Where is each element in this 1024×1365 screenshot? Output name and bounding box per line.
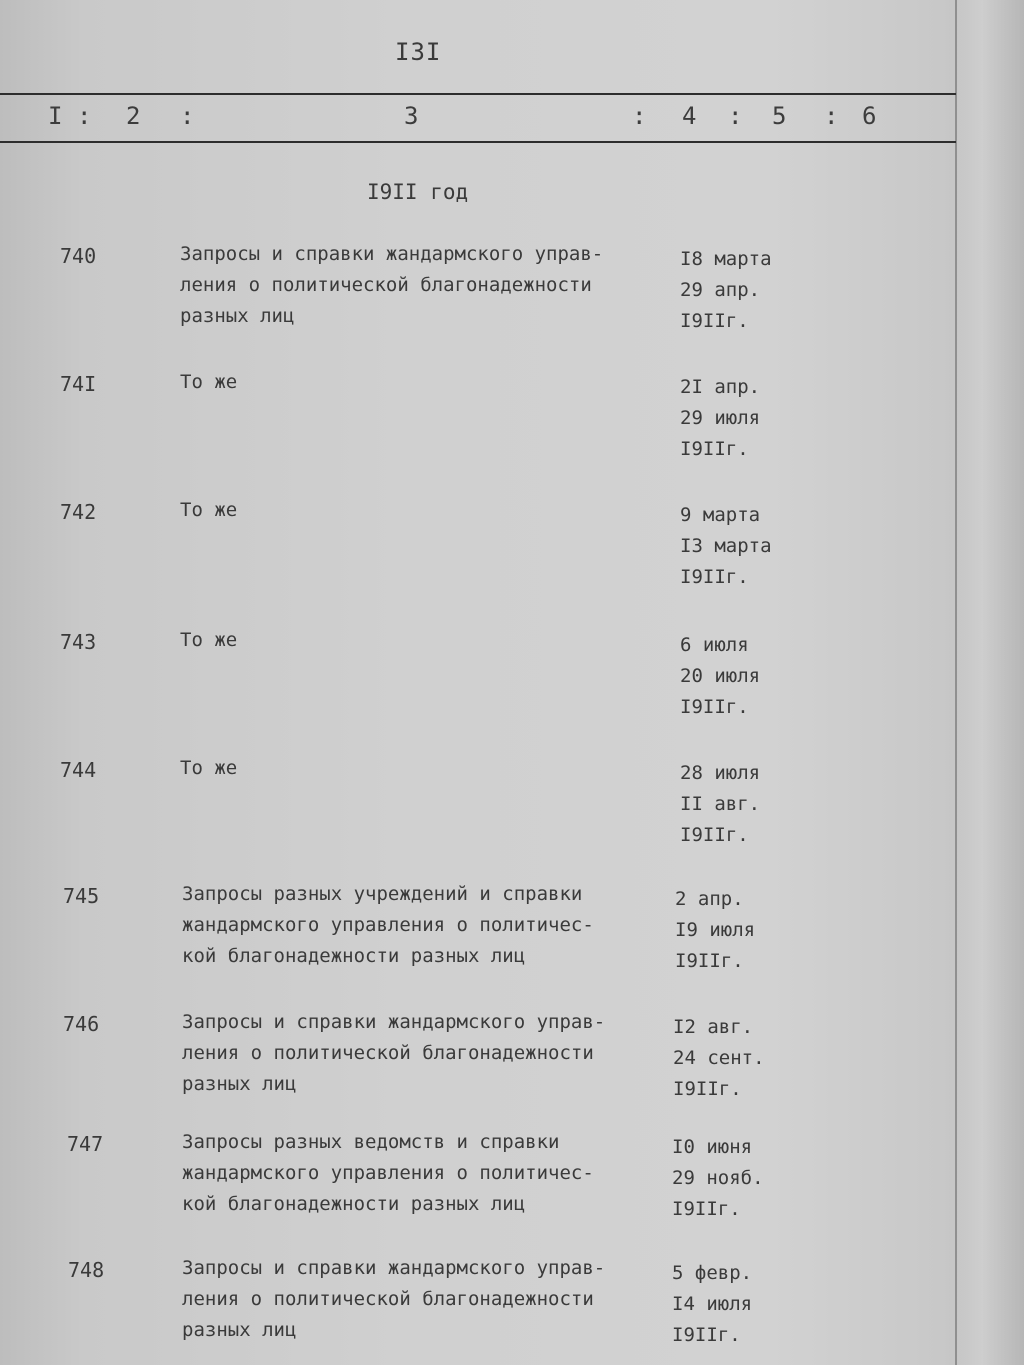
column-separator: : xyxy=(77,102,92,130)
entry-description: То же xyxy=(180,499,238,521)
entry-date-line: 24 сент. xyxy=(673,1047,765,1069)
entry-number: 747 xyxy=(67,1132,104,1156)
entry-description: То же xyxy=(180,371,238,393)
year-heading: I9II год xyxy=(367,180,469,204)
entry-date-line: I9IIг. xyxy=(672,1198,741,1220)
page-number: I3I xyxy=(395,38,442,66)
entry-number: 748 xyxy=(68,1258,105,1282)
page-edge-line xyxy=(955,0,957,1365)
page-edge-shadow xyxy=(954,0,1024,1365)
entry-date-line: I2 авг. xyxy=(673,1016,754,1038)
entry-date-line: I9IIг. xyxy=(680,696,749,718)
entry-description: Запросы и справки жандармского управ- ления о политической благонадежности разных лиц xyxy=(180,243,604,327)
column-heading-4: 4 xyxy=(682,102,697,130)
entry-date-line: 28 июля xyxy=(680,762,761,784)
entry-date-line: I9 июля xyxy=(675,919,756,941)
entry-description: То же xyxy=(180,629,238,651)
entry-date-line: 5 февр. xyxy=(672,1262,753,1284)
entry-date-line: I8 марта xyxy=(680,248,772,270)
entry-date-line: I9IIг. xyxy=(673,1078,742,1100)
column-separator: : xyxy=(632,102,647,130)
entry-date-line: 2 апр. xyxy=(675,888,744,910)
entry-number: 74I xyxy=(60,372,97,396)
entry-date-line: 29 июля xyxy=(680,407,761,429)
entry-date-line: I9IIг. xyxy=(680,310,749,332)
entry-date-line: I4 июля xyxy=(672,1293,753,1315)
entry-date-line: II авг. xyxy=(680,793,761,815)
column-heading-2: 2 xyxy=(126,102,141,130)
entry-date-line: I9IIг. xyxy=(680,438,749,460)
entry-description: То же xyxy=(180,757,238,779)
column-separator: : xyxy=(824,102,839,130)
entry-number: 745 xyxy=(63,884,100,908)
column-heading-3: 3 xyxy=(404,102,419,130)
entry-date-line: I9IIг. xyxy=(680,824,749,846)
entry-date-line: 29 апр. xyxy=(680,279,761,301)
entry-date-line: I9IIг. xyxy=(680,566,749,588)
entry-description: Запросы разных ведомств и справки жандармского управления о политичес- кой благонадежности разных лиц xyxy=(182,1131,594,1215)
entry-date-line: 20 июля xyxy=(680,665,761,687)
entry-number: 744 xyxy=(60,758,97,782)
entry-date-line: 2I апр. xyxy=(680,376,761,398)
entry-date-line: I9IIг. xyxy=(672,1324,741,1346)
entry-description: Запросы разных учреждений и справки жандармского управления о политичес- кой благонадежности разных лиц xyxy=(182,883,594,967)
column-heading-1: I xyxy=(48,102,63,130)
column-heading-6: 6 xyxy=(862,102,877,130)
entry-description: Запросы и справки жандармского управ- ления о политической благонадежности разных лиц xyxy=(182,1257,606,1341)
entry-date-line: 6 июля xyxy=(680,634,749,656)
entry-date-line: 29 нояб. xyxy=(672,1167,764,1189)
column-separator: : xyxy=(180,102,195,130)
entry-number: 742 xyxy=(60,500,97,524)
entry-number: 746 xyxy=(63,1012,100,1036)
entry-date-line: I3 марта xyxy=(680,535,772,557)
entry-date-line: 9 марта xyxy=(680,504,761,526)
entry-number: 740 xyxy=(60,244,97,268)
column-heading-5: 5 xyxy=(772,102,787,130)
header-rule-top xyxy=(0,93,956,95)
header-rule-bottom xyxy=(0,141,956,143)
entry-date-line: I9IIг. xyxy=(675,950,744,972)
column-separator: : xyxy=(728,102,743,130)
entry-date-line: I0 июня xyxy=(672,1136,753,1158)
entry-number: 743 xyxy=(60,630,97,654)
entry-description: Запросы и справки жандармского управ- ления о политической благонадежности разных лиц xyxy=(182,1011,606,1095)
